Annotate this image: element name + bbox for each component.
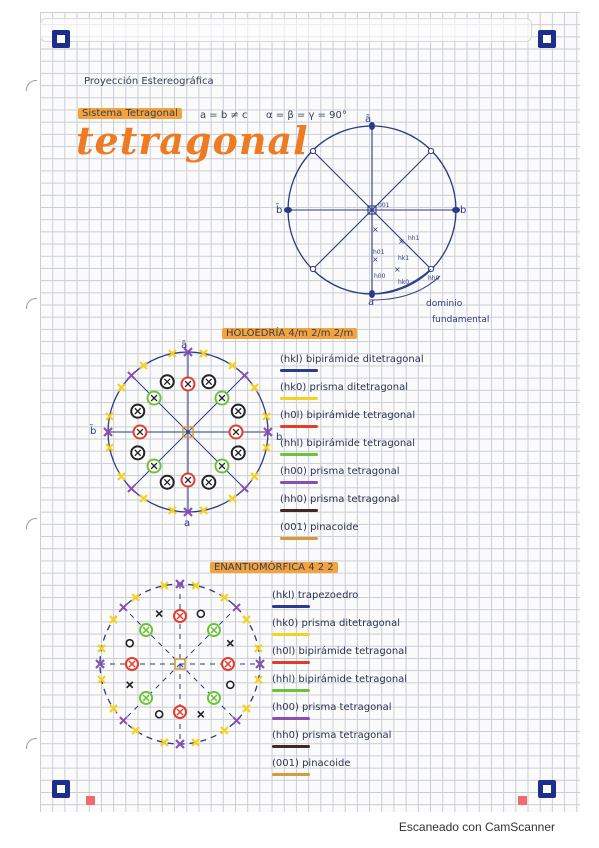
- legend-text: (hhl) bipirámide tetragonal: [272, 674, 408, 685]
- axis-label: b̄: [276, 205, 283, 216]
- pole-hh0-mark: [233, 717, 240, 724]
- label-hh1: hh1: [408, 235, 420, 242]
- svg-text:×: ×: [398, 237, 405, 246]
- axis-label: b: [276, 432, 283, 443]
- axis-label: b̄: [90, 426, 97, 437]
- footer-watermark: Escaneado con CamScanner: [398, 820, 555, 834]
- legend-text: (hkl) bipirámide ditetragonal: [280, 354, 424, 365]
- label-hh0: hh0: [428, 275, 440, 282]
- legend-text: (hh0) prisma tetragonal: [272, 730, 392, 741]
- pole-hk0-mark: [132, 727, 139, 734]
- svg-text:×: ×: [372, 225, 379, 234]
- pole-hkl-mark: [197, 610, 204, 617]
- legend-underline: [272, 661, 310, 664]
- note-fundamental: fundamental: [432, 315, 490, 325]
- legend-text: (hk0) prisma ditetragonal: [272, 618, 401, 629]
- pole-hkl-mark: [127, 682, 133, 688]
- pole-hk0-mark: [110, 705, 117, 712]
- legend-text: (h00) prisma tetragonal: [280, 466, 400, 477]
- pole-hk0-mark: [110, 616, 117, 623]
- legend-text: (h00) prisma tetragonal: [272, 702, 392, 713]
- legend-underline: [272, 717, 310, 720]
- pole-hh0-mark: [120, 717, 127, 724]
- legend-text: (001) pinacoide: [280, 522, 359, 533]
- legend-text: (h0l) bipirámide tetragonal: [280, 410, 416, 421]
- legend-underline: [272, 633, 310, 636]
- pole-hk0-mark: [221, 594, 228, 601]
- system-label-text: Sistema Tetragonal: [78, 108, 182, 119]
- axis-label: ā: [365, 114, 372, 125]
- legend-text: (hk0) prisma ditetragonal: [280, 382, 409, 393]
- holoedria-heading-text: HOLOEDRÍA 4/m 2/m 2/m: [222, 328, 357, 339]
- legend-text: (hkl) trapezoedro: [272, 590, 359, 601]
- pole-hh0-mark: [233, 604, 240, 611]
- pole-hh0-mark: [120, 604, 127, 611]
- legend-underline: [272, 745, 310, 748]
- pole-hk0-mark: [243, 705, 250, 712]
- legend-underline: [272, 689, 310, 692]
- legend-underline: [272, 605, 310, 608]
- axis-label: b: [460, 205, 467, 216]
- legend-underline: [272, 773, 310, 776]
- tetragonal-heading: tetragonal: [76, 118, 309, 163]
- pole-hkl-mark: [156, 611, 162, 617]
- axis-label: a: [184, 518, 191, 529]
- legend-text: (001) pinacoide: [272, 758, 351, 769]
- label-hk0: hk0: [398, 279, 410, 286]
- pole-hkl-mark: [156, 711, 163, 718]
- pole-hk0-mark: [243, 616, 250, 623]
- pole-hkl-mark: [227, 681, 234, 688]
- axis-label: a: [368, 297, 375, 308]
- legend-text: (hhl) bipirámide tetragonal: [280, 438, 416, 449]
- pole-hkl-mark: [198, 711, 204, 717]
- legend-text: (h0l) bipirámide tetragonal: [272, 646, 408, 657]
- pole-hkl-mark: [126, 640, 133, 647]
- enantiomorfica-heading-text: ENANTIOMÓRFICA 4 2 2: [210, 562, 338, 573]
- label-001: 001: [378, 202, 390, 209]
- axes-relation: a = b ≠ c: [200, 110, 248, 121]
- legend-text: (hh0) prisma tetragonal: [280, 494, 400, 505]
- note-dominio: dominio: [426, 299, 463, 309]
- label-h00: h00: [374, 273, 386, 280]
- svg-text:×: ×: [372, 255, 379, 264]
- pole-hk0-mark: [132, 594, 139, 601]
- label-h01: h01: [373, 249, 385, 256]
- pole-hkl-mark: [227, 640, 233, 646]
- angles-relation: α = β = γ = 90°: [266, 110, 347, 121]
- pole-hk0-mark: [221, 727, 228, 734]
- svg-text:×: ×: [394, 265, 401, 274]
- axis-label: ā: [181, 340, 188, 351]
- label-hk1: hk1: [398, 255, 410, 262]
- page-title: Proyección Estereográfica: [84, 76, 214, 87]
